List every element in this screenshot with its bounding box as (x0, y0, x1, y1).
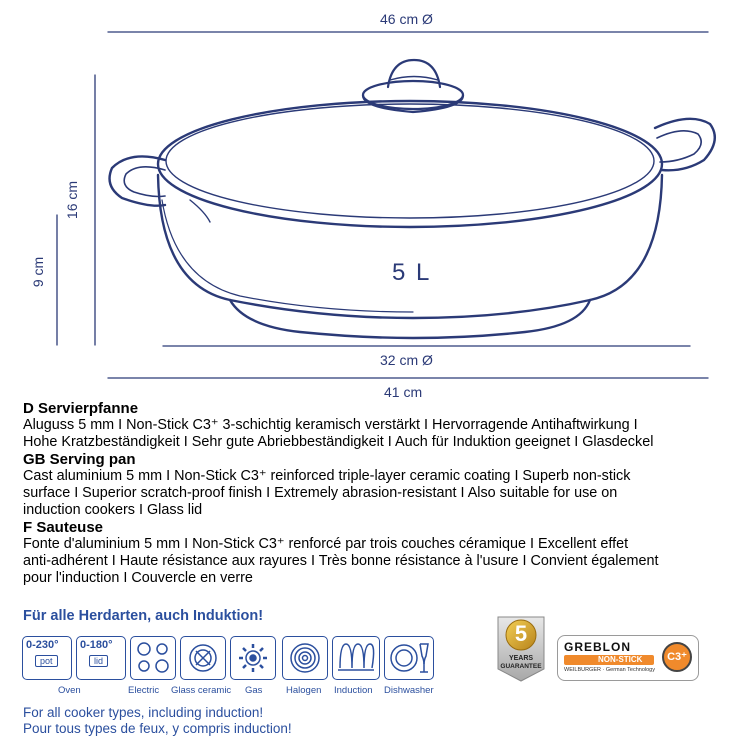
guarantee-years: 5 (514, 621, 528, 646)
guarantee-line2: GUARANTEE (500, 663, 542, 670)
capacity-label: 5 L (392, 259, 432, 286)
section-line: induction cookers I Glass lid (23, 502, 203, 518)
guarantee-badge (494, 613, 548, 683)
caption-gas: Gas (245, 685, 263, 696)
greblon-foot: WEILBURGER · German Technology (564, 667, 655, 673)
section-line: Fonte d'aluminium 5 mm I Non-Stick C3⁺ renforcé par trois couches céramique I Excellent effet (23, 536, 629, 552)
oven-pot-label: pot (35, 655, 58, 667)
induction-icon (332, 636, 380, 680)
top-diameter-label: 46 cm Ø (380, 11, 433, 27)
section-line: surface I Superior scratch-proof finish I Extremely abrasion-resistant I Also suitable for use on (23, 485, 618, 501)
caption-electric: Electric (128, 685, 160, 696)
caption-dishwasher: Dishwasher (384, 685, 434, 696)
caption-induction: Induction (334, 685, 373, 696)
oven-lid-temp: 0-180° (80, 639, 113, 651)
gas-burner-icon (230, 636, 276, 680)
greblon-brand: GREBLON (564, 640, 631, 654)
description-block (23, 400, 743, 587)
dishwasher-icon (384, 636, 434, 680)
caption-glass-ceramic: Glass ceramic (171, 685, 232, 696)
caption-oven: Oven (58, 685, 81, 696)
halogen-icon (282, 636, 328, 680)
cooker-types-heading: Für alle Herdarten, auch Induktion! (23, 608, 264, 624)
oven-lid-icon (76, 636, 126, 680)
body-height-label: 9 cm (30, 256, 46, 288)
greblon-sub: NON-STICK (598, 655, 643, 664)
greblon-badge-text: C3⁺ (667, 651, 687, 663)
electric-hob-icon (130, 636, 176, 680)
oven-pot-temp: 0-230° (26, 639, 59, 651)
section-line: Cast aluminium 5 mm I Non-Stick C3⁺ reinforced triple-layer ceramic coating I Superb non-stick (23, 468, 631, 484)
section-heading-de: D Servierpfanne (23, 400, 139, 417)
greblon-c3-badge (662, 642, 692, 672)
footer-fr: Pour tous types de feux, y compris induction! (23, 721, 292, 736)
guarantee-line1: YEARS (508, 655, 534, 662)
total-height-label: 16 cm (64, 180, 80, 220)
oven-pot-icon (22, 636, 72, 680)
overall-width-label: 41 cm (384, 384, 423, 400)
oven-lid-label: lid (89, 655, 108, 667)
section-heading-gb: GB Serving pan (23, 451, 136, 468)
bottom-diameter-label: 32 cm Ø (380, 352, 433, 368)
greblon-logo (557, 635, 699, 681)
glass-ceramic-icon (180, 636, 226, 680)
section-line: Hohe Kratzbeständigkeit I Sehr gute Abriebbeständigkeit I Auch für Induktion geeignet I Glasdeckel (23, 434, 654, 450)
section-line: Aluguss 5 mm I Non-Stick C3⁺ 3-schichtig keramisch verstärkt I Hervorragende Antihaftwirkung I (23, 417, 638, 433)
section-heading-f: F Sauteuse (23, 519, 104, 536)
footer-en: For all cooker types, including induction! (23, 705, 264, 720)
caption-halogen: Halogen (286, 685, 322, 696)
section-line: pour l'induction I Couvercle en verre (23, 570, 253, 586)
section-line: anti-adhérent I Haute résistance aux rayures I Très bonne résistance à l'usure I Convient également (23, 553, 659, 569)
